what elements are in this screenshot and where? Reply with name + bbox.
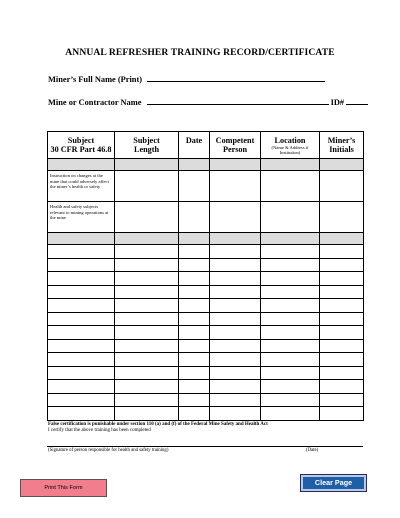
subject-health-safety-cell: Health and safety subjects relevant to mining operations at the mine bbox=[48, 202, 115, 233]
input-cell[interactable] bbox=[48, 312, 115, 326]
table-row bbox=[48, 299, 364, 313]
input-cell[interactable] bbox=[48, 285, 115, 299]
input-cell[interactable] bbox=[48, 258, 115, 272]
input-cell[interactable] bbox=[210, 366, 261, 380]
input-cell[interactable] bbox=[320, 202, 364, 233]
input-cell[interactable] bbox=[179, 366, 210, 380]
input-cell[interactable] bbox=[210, 312, 261, 326]
table-row bbox=[48, 366, 364, 380]
input-cell[interactable] bbox=[179, 285, 210, 299]
input-cell[interactable] bbox=[210, 299, 261, 313]
input-cell[interactable] bbox=[261, 339, 320, 353]
table-row bbox=[48, 202, 364, 233]
input-cell[interactable] bbox=[261, 407, 320, 421]
input-cell[interactable] bbox=[179, 326, 210, 340]
miner-name-label: Miner’s Full Name (Print) bbox=[48, 75, 143, 84]
input-cell[interactable] bbox=[48, 339, 115, 353]
input-cell[interactable] bbox=[320, 366, 364, 380]
input-cell[interactable] bbox=[48, 380, 115, 394]
false-certification-note: False certification is punishable under section 110 (a) and (f) of the Federal Mine Safety and Health Act bbox=[48, 422, 268, 427]
miner-name-row bbox=[48, 73, 325, 84]
certify-note: I certify that the above training has been completed bbox=[48, 428, 151, 433]
input-cell[interactable] bbox=[179, 407, 210, 421]
table-row bbox=[48, 272, 364, 286]
input-cell[interactable] bbox=[179, 339, 210, 353]
mine-name-field[interactable] bbox=[147, 96, 329, 105]
input-cell[interactable] bbox=[115, 407, 179, 421]
input-cell[interactable] bbox=[115, 258, 179, 272]
miner-name-field[interactable] bbox=[147, 73, 325, 82]
input-cell[interactable] bbox=[210, 393, 261, 407]
input-cell[interactable] bbox=[261, 299, 320, 313]
table-row bbox=[48, 245, 364, 259]
input-cell[interactable] bbox=[48, 407, 115, 421]
gray-separator-row bbox=[48, 159, 364, 171]
input-cell[interactable] bbox=[179, 171, 210, 202]
header-location: Location (Name & Address if Institution) bbox=[261, 132, 320, 159]
input-cell[interactable] bbox=[261, 393, 320, 407]
table-row bbox=[48, 285, 364, 299]
input-cell[interactable] bbox=[179, 393, 210, 407]
input-cell[interactable] bbox=[179, 353, 210, 367]
signature-line[interactable] bbox=[47, 446, 363, 447]
table-row bbox=[48, 171, 364, 202]
input-cell[interactable] bbox=[210, 272, 261, 286]
input-cell[interactable] bbox=[115, 339, 179, 353]
input-cell[interactable] bbox=[210, 258, 261, 272]
print-button[interactable]: Print This Form bbox=[20, 479, 107, 497]
input-cell[interactable] bbox=[261, 171, 320, 202]
input-cell[interactable] bbox=[261, 353, 320, 367]
header-date: Date bbox=[179, 132, 210, 159]
input-cell[interactable] bbox=[261, 272, 320, 286]
mine-name-row bbox=[48, 96, 368, 107]
input-cell[interactable] bbox=[320, 312, 364, 326]
date-label: (Date) bbox=[306, 448, 319, 453]
input-cell[interactable] bbox=[320, 272, 364, 286]
signature-label: (Signature of person responsible for health and safety training) bbox=[48, 448, 169, 453]
header-competent-person: Competent Person bbox=[210, 132, 261, 159]
input-cell[interactable] bbox=[115, 202, 179, 233]
input-cell[interactable] bbox=[48, 272, 115, 286]
input-cell[interactable] bbox=[210, 285, 261, 299]
input-cell[interactable] bbox=[48, 299, 115, 313]
input-cell[interactable] bbox=[115, 353, 179, 367]
input-cell[interactable] bbox=[320, 258, 364, 272]
input-cell[interactable] bbox=[320, 285, 364, 299]
header-location-note: (Name & Address if Institution) bbox=[271, 145, 309, 156]
input-cell[interactable] bbox=[320, 353, 364, 367]
input-cell[interactable] bbox=[261, 326, 320, 340]
table-row bbox=[48, 326, 364, 340]
input-cell[interactable] bbox=[261, 245, 320, 259]
input-cell[interactable] bbox=[261, 285, 320, 299]
input-cell[interactable] bbox=[48, 245, 115, 259]
header-subject: Subject 30 CFR Part 46.8 bbox=[48, 132, 115, 159]
input-cell[interactable] bbox=[115, 299, 179, 313]
input-cell[interactable] bbox=[320, 171, 364, 202]
input-cell[interactable] bbox=[261, 380, 320, 394]
input-cell[interactable] bbox=[210, 326, 261, 340]
blank-rows bbox=[48, 245, 364, 421]
input-cell[interactable] bbox=[261, 366, 320, 380]
input-cell[interactable] bbox=[320, 380, 364, 394]
input-cell[interactable] bbox=[179, 312, 210, 326]
input-cell[interactable] bbox=[210, 407, 261, 421]
mine-name-label: Mine or Contractor Name bbox=[48, 98, 142, 107]
input-cell[interactable] bbox=[115, 326, 179, 340]
input-cell[interactable] bbox=[210, 171, 261, 202]
input-cell[interactable] bbox=[179, 380, 210, 394]
subject-changes-cell: Instruction on changes at the mine that could adversely affect the miner’s health or safety bbox=[48, 171, 115, 202]
training-record-table bbox=[47, 131, 364, 421]
input-cell[interactable] bbox=[115, 272, 179, 286]
table-row bbox=[48, 393, 364, 407]
input-cell[interactable] bbox=[48, 353, 115, 367]
clear-page-button[interactable]: Clear Page bbox=[301, 475, 366, 491]
table-header-row bbox=[48, 132, 364, 159]
input-cell[interactable] bbox=[261, 258, 320, 272]
input-cell[interactable] bbox=[115, 393, 179, 407]
gray-separator-row bbox=[48, 233, 364, 245]
input-cell[interactable] bbox=[115, 285, 179, 299]
input-cell[interactable] bbox=[115, 366, 179, 380]
input-cell[interactable] bbox=[210, 245, 261, 259]
input-cell[interactable] bbox=[210, 202, 261, 233]
input-cell[interactable] bbox=[320, 407, 364, 421]
header-subject-length: Subject Length bbox=[115, 132, 179, 159]
input-cell[interactable] bbox=[210, 353, 261, 367]
input-cell[interactable] bbox=[320, 393, 364, 407]
input-cell[interactable] bbox=[115, 171, 179, 202]
input-cell[interactable] bbox=[320, 326, 364, 340]
input-cell[interactable] bbox=[115, 245, 179, 259]
input-cell[interactable] bbox=[261, 312, 320, 326]
id-field[interactable] bbox=[346, 96, 368, 105]
input-cell[interactable] bbox=[115, 312, 179, 326]
input-cell[interactable] bbox=[320, 245, 364, 259]
input-cell[interactable] bbox=[320, 339, 364, 353]
form-title: ANNUAL REFRESHER TRAINING RECORD/CERTIFICATE bbox=[65, 47, 335, 58]
input-cell[interactable] bbox=[210, 380, 261, 394]
input-cell[interactable] bbox=[179, 202, 210, 233]
input-cell[interactable] bbox=[210, 339, 261, 353]
input-cell[interactable] bbox=[179, 272, 210, 286]
input-cell[interactable] bbox=[48, 326, 115, 340]
header-miners-initials: Miner’s Initials bbox=[320, 132, 364, 159]
input-cell[interactable] bbox=[320, 299, 364, 313]
input-cell[interactable] bbox=[179, 258, 210, 272]
table-row bbox=[48, 312, 364, 326]
table-row bbox=[48, 380, 364, 394]
input-cell[interactable] bbox=[261, 202, 320, 233]
table-row bbox=[48, 258, 364, 272]
table-row bbox=[48, 339, 364, 353]
input-cell[interactable] bbox=[48, 393, 115, 407]
id-label: ID# bbox=[330, 98, 345, 107]
table-row bbox=[48, 407, 364, 421]
input-cell[interactable] bbox=[179, 245, 210, 259]
table-row bbox=[48, 353, 364, 367]
input-cell[interactable] bbox=[48, 366, 115, 380]
input-cell[interactable] bbox=[179, 299, 210, 313]
input-cell[interactable] bbox=[115, 380, 179, 394]
